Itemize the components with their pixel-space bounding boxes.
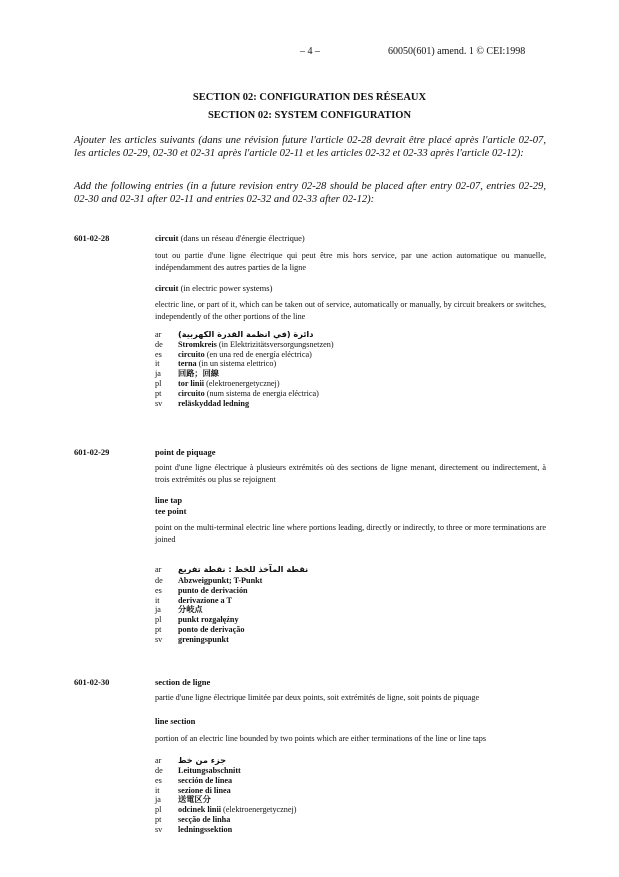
translation-row — [155, 766, 546, 776]
translation-term: punto de derivación — [178, 585, 248, 595]
lang-code: sv — [155, 398, 163, 408]
translation-term: punkt rozgałęźny — [178, 615, 239, 625]
lang-code: sv — [155, 634, 163, 644]
translations-list — [155, 754, 546, 835]
translations-list — [155, 562, 546, 645]
translation-row — [155, 776, 546, 786]
translation-term: sección de línea — [178, 775, 233, 785]
translation-term: circuito — [178, 388, 205, 398]
translation-term: دائرة (في انظمة القدرة الكهربية) — [178, 329, 314, 339]
translation-row — [155, 562, 546, 576]
translation-term: Stromkreis — [178, 339, 217, 349]
term-en-qualifier: (in electric power systems) — [180, 283, 273, 293]
lang-code: sv — [155, 824, 163, 834]
lang-code: pl — [155, 615, 162, 625]
translation-term: ledningssektion — [178, 824, 233, 834]
translation-term: Abzweigpunkt; T-Punkt — [178, 576, 263, 585]
translation-row — [155, 379, 546, 389]
translation-term: ponto de derivação — [178, 624, 245, 634]
translation-term: sezione di linea — [178, 785, 231, 795]
translation-row — [155, 754, 546, 766]
lang-code: ja — [155, 369, 161, 379]
translation-term: reläskyddad ledning — [178, 398, 250, 408]
translation-row — [155, 330, 546, 340]
lang-code: ar — [155, 565, 162, 574]
section-title-en: SECTION 02: SYSTEM CONFIGURATION — [207, 110, 412, 121]
term-fr — [155, 233, 305, 243]
translation-row — [155, 350, 546, 360]
lang-code: de — [155, 576, 163, 585]
translation-term: 分岐点 — [178, 605, 203, 615]
lang-code: ja — [155, 795, 161, 805]
section-title-fr: SECTION 02: CONFIGURATION DES RÉSEAUX — [192, 92, 427, 103]
term-en-2: tee point — [155, 506, 187, 516]
translation-qualifier: (elektroenergetycznej) — [206, 378, 280, 388]
lang-code: pt — [155, 814, 162, 824]
translation-term: odcinek linii — [178, 805, 221, 815]
lang-code: it — [155, 785, 160, 795]
translation-qualifier: (in Elektrizitätsversorgungsnetzen) — [218, 339, 334, 349]
translation-row — [155, 825, 546, 835]
translation-term: جزء من خط — [178, 755, 226, 765]
term-fr-text: circuit — [155, 233, 179, 243]
entry-number: 601-02-28 — [74, 233, 110, 243]
lang-code: pl — [155, 378, 162, 388]
translation-row — [155, 805, 546, 815]
term-en: line section — [155, 716, 196, 726]
translation-term: circuito — [178, 349, 205, 359]
lang-code: ar — [155, 756, 162, 765]
translation-row — [155, 605, 546, 615]
translation-qualifier: (in un sistema elettrico) — [198, 359, 277, 369]
translation-qualifier: (num sistema de energia eléctrica) — [206, 388, 319, 398]
intro-en: Add the following entries (in a future revision entry 02-28 should be placed after entry 02-07, entries 02-29, 02-30 and 02-31 after 02-11 and entries 02-32 and 02-33 after 02-12): — [74, 181, 546, 205]
definition-en: point on the multi-terminal electric line where portions leading, directly or indirectly, to three or more terminations are joined — [155, 523, 546, 544]
lang-code: es — [155, 585, 162, 595]
translation-term: Leitungsabschnitt — [178, 766, 241, 775]
lang-code: de — [155, 766, 163, 775]
translation-row — [155, 625, 546, 635]
document-reference: 60050(601) amend. 1 © CEI:1998 — [388, 46, 526, 57]
translation-term: 回路；回線 — [178, 369, 219, 379]
term-fr: point de piquage — [155, 447, 216, 457]
translation-row — [155, 596, 546, 606]
translation-row — [155, 340, 546, 350]
lang-code: ja — [155, 605, 161, 615]
page-number: – 4 – — [300, 46, 320, 57]
lang-code: it — [155, 595, 160, 605]
lang-code: pl — [155, 805, 162, 815]
intro-fr: Ajouter les articles suivants (dans une révision future l'article 02-28 devrait être placé après l'article 02-07, les articles 02-29, 02-30 et 02-31 après l'article 02-11 et les articles 02-32 et 02-33 après l'article 02-12): — [74, 135, 546, 159]
translation-term: terna — [178, 359, 197, 369]
term-en — [155, 283, 272, 293]
lang-code: ar — [155, 330, 162, 339]
translation-term: secção de linha — [178, 814, 231, 824]
translation-qualifier: (elektroenergetycznej) — [223, 805, 297, 815]
entry-number: 601-02-29 — [74, 447, 110, 457]
translation-row — [155, 635, 546, 645]
definition-fr: point d'une ligne électrique à plusieurs extrémités où des sections de ligne menant, directement ou indirectement, à trois extrémités ou plus se rejoignent — [155, 463, 546, 484]
translation-term: 送電区分 — [178, 795, 211, 805]
definition-en: portion of an electric line bounded by two points which are either terminations of the line or line taps — [155, 734, 487, 743]
term-fr-qualifier: (dans un réseau d'énergie électrique) — [180, 233, 305, 243]
term-en-text: circuit — [155, 283, 179, 293]
lang-code: pt — [155, 624, 162, 634]
definition-en: electric line, or part of it, which can be taken out of service, automatically or manually, by circuit breakers or switches, independently of the other portions of the line — [155, 300, 546, 321]
translation-term: tor linii — [178, 378, 205, 388]
translation-row — [155, 576, 546, 586]
lang-code: pt — [155, 388, 162, 398]
translation-term: derivazione a T — [178, 595, 232, 605]
lang-code: es — [155, 349, 162, 359]
definition-fr: partie d'une ligne électrique limitée par deux points, soit extrémités de ligne, soit points de piquage — [155, 693, 480, 702]
translation-row — [155, 399, 546, 409]
definition-fr: tout ou partie d'une ligne électrique qui peut être mis hors service, par une action automatique ou manuelle, indépendamment des autres parties de la ligne — [155, 251, 546, 272]
translation-row — [155, 586, 546, 596]
lang-code: it — [155, 359, 160, 369]
translation-row — [155, 389, 546, 399]
translation-row — [155, 795, 546, 805]
translation-row — [155, 786, 546, 796]
translation-row — [155, 815, 546, 825]
translation-row — [155, 359, 546, 369]
term-en: line tap — [155, 495, 183, 505]
lang-code: es — [155, 775, 162, 785]
lang-code: de — [155, 339, 163, 349]
translation-row — [155, 369, 546, 379]
translation-row — [155, 615, 546, 625]
translations-list — [155, 330, 546, 408]
translation-term: نقطة المآخذ للخط : نقطة تفريع — [178, 564, 309, 574]
term-fr: section de ligne — [155, 677, 211, 687]
entry-number: 601-02-30 — [74, 677, 110, 687]
translation-term: greningspunkt — [178, 634, 229, 644]
translation-qualifier: (en una red de energía eléctrica) — [206, 349, 312, 359]
